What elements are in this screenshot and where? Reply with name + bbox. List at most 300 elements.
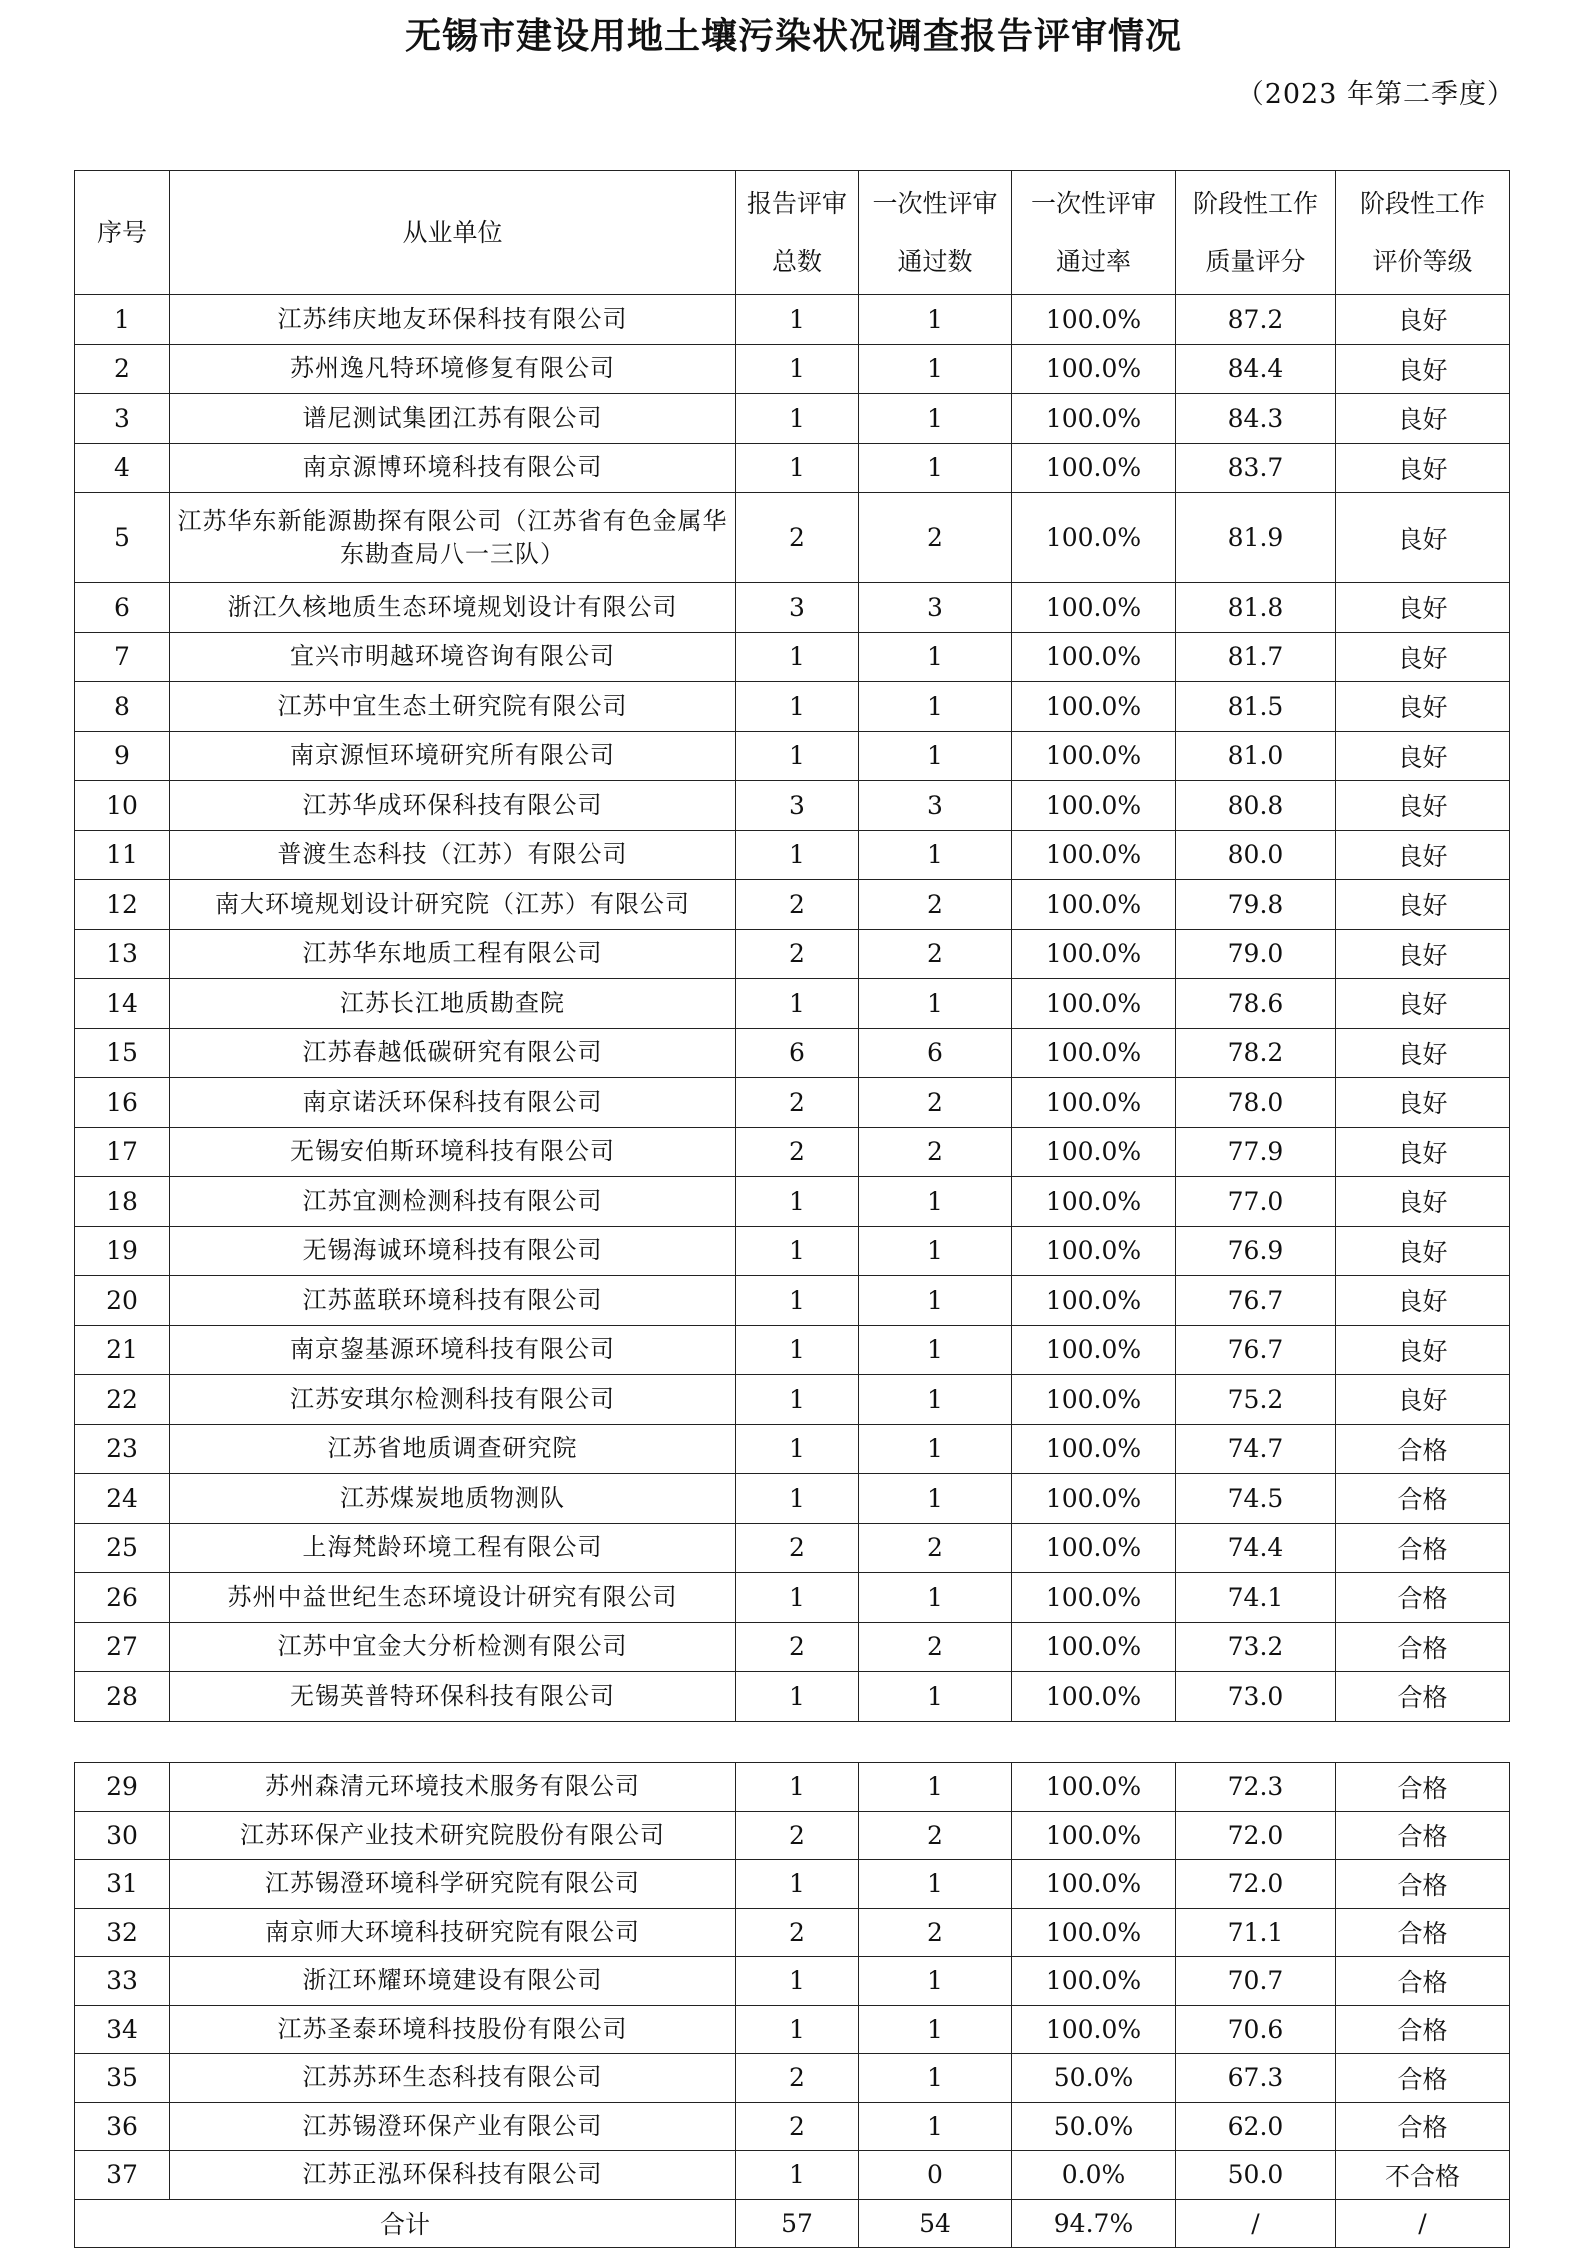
- cell-level: 良好: [1336, 1177, 1510, 1227]
- cell-passed: 1: [859, 632, 1012, 682]
- cell-no: 3: [75, 394, 170, 444]
- table-row: [75, 2054, 1510, 2103]
- cell-unit: 江苏华东新能源勘探有限公司（江苏省有色金属华东勘查局八一三队）: [170, 493, 736, 583]
- table-row: [75, 2005, 1510, 2054]
- cell-total: 3: [736, 583, 859, 633]
- cell-unit: 江苏春越低碳研究有限公司: [170, 1028, 736, 1078]
- cell-rate: 100.0%: [1012, 1908, 1176, 1957]
- cell-score: 74.7: [1176, 1424, 1336, 1474]
- cell-score: 81.8: [1176, 583, 1336, 633]
- cell-score: 72.3: [1176, 1763, 1336, 1812]
- cell-unit: 无锡英普特环保科技有限公司: [170, 1672, 736, 1722]
- cell-unit: 江苏锡澄环境科学研究院有限公司: [170, 1860, 736, 1909]
- cell-unit: 苏州中益世纪生态环境设计研究有限公司: [170, 1573, 736, 1623]
- cell-passed: 1: [859, 731, 1012, 781]
- cell-score: 87.2: [1176, 295, 1336, 345]
- cell-level: 合格: [1336, 1474, 1510, 1524]
- cell-unit: 浙江久核地质生态环境规划设计有限公司: [170, 583, 736, 633]
- cell-unit: 江苏宜测检测科技有限公司: [170, 1177, 736, 1227]
- cell-level: 合格: [1336, 1908, 1510, 1957]
- cell-score: 83.7: [1176, 443, 1336, 493]
- cell-passed: 1: [859, 1860, 1012, 1909]
- cell-passed: 1: [859, 2102, 1012, 2151]
- cell-score: 76.7: [1176, 1276, 1336, 1326]
- cell-unit: 江苏圣泰环境科技股份有限公司: [170, 2005, 736, 2054]
- cell-unit: 无锡海诚环境科技有限公司: [170, 1226, 736, 1276]
- cell-total: 1: [736, 1573, 859, 1623]
- cell-rate: 100.0%: [1012, 1028, 1176, 1078]
- review-table-part-2: [74, 1762, 1510, 2248]
- cell-no: 2: [75, 344, 170, 394]
- cell-unit: 宜兴市明越环境咨询有限公司: [170, 632, 736, 682]
- cell-unit: 江苏煤炭地质物测队: [170, 1474, 736, 1524]
- cell-total: 1: [736, 830, 859, 880]
- cell-total: 1: [736, 1276, 859, 1326]
- cell-rate: 100.0%: [1012, 830, 1176, 880]
- cell-score: 74.4: [1176, 1523, 1336, 1573]
- cell-level: 良好: [1336, 979, 1510, 1029]
- cell-unit: 苏州逸凡特环境修复有限公司: [170, 344, 736, 394]
- cell-rate: 100.0%: [1012, 1276, 1176, 1326]
- header-unit: 从业单位: [170, 171, 736, 295]
- cell-total: 1: [736, 295, 859, 345]
- cell-rate: 100.0%: [1012, 1811, 1176, 1860]
- cell-score: 81.7: [1176, 632, 1336, 682]
- header-row: [75, 171, 1510, 295]
- cell-unit: 南大环境规划设计研究院（江苏）有限公司: [170, 880, 736, 930]
- cell-total: 1: [736, 2151, 859, 2200]
- totals-passed: 54: [859, 2199, 1012, 2247]
- cell-level: 良好: [1336, 731, 1510, 781]
- cell-score: 80.0: [1176, 830, 1336, 880]
- header-level-line2: 评价等级: [1372, 246, 1473, 276]
- cell-total: 1: [736, 632, 859, 682]
- cell-unit: 南京诺沃环保科技有限公司: [170, 1078, 736, 1128]
- cell-rate: 100.0%: [1012, 1474, 1176, 1524]
- cell-unit: 江苏纬庆地友环保科技有限公司: [170, 295, 736, 345]
- cell-rate: 100.0%: [1012, 781, 1176, 831]
- cell-score: 78.2: [1176, 1028, 1336, 1078]
- cell-passed: 1: [859, 1177, 1012, 1227]
- cell-score: 67.3: [1176, 2054, 1336, 2103]
- table-row: [75, 1523, 1510, 1573]
- cell-total: 2: [736, 1811, 859, 1860]
- cell-total: 1: [736, 1226, 859, 1276]
- cell-no: 6: [75, 583, 170, 633]
- page-title: 无锡市建设用地土壤污染状况调查报告评审情况: [404, 16, 1182, 57]
- table-row: [75, 1908, 1510, 1957]
- cell-unit: 江苏正泓环保科技有限公司: [170, 2151, 736, 2200]
- cell-score: 79.0: [1176, 929, 1336, 979]
- cell-total: 1: [736, 1672, 859, 1722]
- cell-unit: 江苏安琪尔检测科技有限公司: [170, 1375, 736, 1425]
- cell-passed: 1: [859, 295, 1012, 345]
- cell-level: 合格: [1336, 1523, 1510, 1573]
- table-row: [75, 929, 1510, 979]
- cell-rate: 100.0%: [1012, 1127, 1176, 1177]
- cell-rate: 100.0%: [1012, 682, 1176, 732]
- page-subtitle: （2023 年第二季度）: [1236, 79, 1515, 110]
- cell-passed: 3: [859, 781, 1012, 831]
- table-row: [75, 1177, 1510, 1227]
- cell-level: 良好: [1336, 781, 1510, 831]
- header-score-line2: 质量评分: [1205, 246, 1306, 276]
- cell-total: 2: [736, 1908, 859, 1957]
- cell-score: 78.0: [1176, 1078, 1336, 1128]
- cell-passed: 1: [859, 979, 1012, 1029]
- cell-total: 2: [736, 1523, 859, 1573]
- cell-score: 81.5: [1176, 682, 1336, 732]
- cell-passed: 2: [859, 1908, 1012, 1957]
- cell-rate: 100.0%: [1012, 1078, 1176, 1128]
- cell-passed: 1: [859, 443, 1012, 493]
- cell-no: 9: [75, 731, 170, 781]
- header-level-line1: 阶段性工作: [1359, 188, 1485, 218]
- table-row: [75, 979, 1510, 1029]
- cell-rate: 100.0%: [1012, 443, 1176, 493]
- cell-no: 33: [75, 1957, 170, 2006]
- cell-score: 78.6: [1176, 979, 1336, 1029]
- cell-level: 良好: [1336, 1276, 1510, 1326]
- cell-score: 76.7: [1176, 1325, 1336, 1375]
- cell-rate: 100.0%: [1012, 295, 1176, 345]
- cell-rate: 100.0%: [1012, 1325, 1176, 1375]
- cell-unit: 南京源恒环境研究所有限公司: [170, 731, 736, 781]
- cell-score: 81.9: [1176, 493, 1336, 583]
- header-passed-line2: 通过数: [897, 246, 973, 276]
- cell-unit: 江苏华成环保科技有限公司: [170, 781, 736, 831]
- cell-level: 良好: [1336, 1028, 1510, 1078]
- cell-rate: 100.0%: [1012, 1672, 1176, 1722]
- cell-passed: 1: [859, 1424, 1012, 1474]
- cell-passed: 2: [859, 493, 1012, 583]
- cell-no: 19: [75, 1226, 170, 1276]
- table-row: [75, 2151, 1510, 2200]
- cell-no: 12: [75, 880, 170, 930]
- cell-rate: 100.0%: [1012, 1957, 1176, 2006]
- cell-unit: 上海梵龄环境工程有限公司: [170, 1523, 736, 1573]
- cell-level: 良好: [1336, 1375, 1510, 1425]
- cell-rate: 100.0%: [1012, 632, 1176, 682]
- table-row: [75, 443, 1510, 493]
- cell-score: 84.3: [1176, 394, 1336, 444]
- cell-level: 良好: [1336, 632, 1510, 682]
- cell-passed: 2: [859, 929, 1012, 979]
- totals-total: 57: [736, 2199, 859, 2247]
- cell-score: 50.0: [1176, 2151, 1336, 2200]
- cell-passed: 1: [859, 344, 1012, 394]
- table-row: [75, 295, 1510, 345]
- cell-passed: 0: [859, 2151, 1012, 2200]
- cell-total: 1: [736, 1763, 859, 1812]
- header-passed-line1: 一次性评审: [872, 188, 998, 218]
- cell-level: 合格: [1336, 1763, 1510, 1812]
- cell-rate: 100.0%: [1012, 1573, 1176, 1623]
- cell-level: 合格: [1336, 1573, 1510, 1623]
- totals-rate: 94.7%: [1012, 2199, 1176, 2247]
- cell-score: 75.2: [1176, 1375, 1336, 1425]
- cell-no: 24: [75, 1474, 170, 1524]
- cell-total: 6: [736, 1028, 859, 1078]
- cell-no: 10: [75, 781, 170, 831]
- cell-total: 1: [736, 979, 859, 1029]
- cell-no: 26: [75, 1573, 170, 1623]
- cell-no: 23: [75, 1424, 170, 1474]
- cell-score: 77.0: [1176, 1177, 1336, 1227]
- cell-total: 2: [736, 1078, 859, 1128]
- table-row: [75, 731, 1510, 781]
- cell-no: 7: [75, 632, 170, 682]
- cell-score: 79.8: [1176, 880, 1336, 930]
- table-row: [75, 1573, 1510, 1623]
- cell-passed: 2: [859, 1811, 1012, 1860]
- cell-passed: 1: [859, 682, 1012, 732]
- table-row: [75, 1672, 1510, 1722]
- cell-passed: 1: [859, 1226, 1012, 1276]
- header-passed: [859, 171, 1012, 295]
- header-total-line1: 报告评审: [746, 188, 847, 218]
- cell-no: 31: [75, 1860, 170, 1909]
- table-row: [75, 1375, 1510, 1425]
- totals-score: /: [1176, 2199, 1336, 2247]
- cell-no: 14: [75, 979, 170, 1029]
- cell-level: 合格: [1336, 2102, 1510, 2151]
- cell-no: 8: [75, 682, 170, 732]
- cell-rate: 100.0%: [1012, 493, 1176, 583]
- cell-unit: 江苏蓝联环境科技有限公司: [170, 1276, 736, 1326]
- cell-level: 合格: [1336, 1622, 1510, 1672]
- cell-no: 15: [75, 1028, 170, 1078]
- cell-no: 22: [75, 1375, 170, 1425]
- cell-passed: 1: [859, 1957, 1012, 2006]
- cell-unit: 南京鋆基源环境科技有限公司: [170, 1325, 736, 1375]
- cell-unit: 江苏中宜金大分析检测有限公司: [170, 1622, 736, 1672]
- cell-unit: 苏州森清元环境技术服务有限公司: [170, 1763, 736, 1812]
- cell-score: 84.4: [1176, 344, 1336, 394]
- cell-rate: 100.0%: [1012, 1375, 1176, 1425]
- cell-passed: 1: [859, 2054, 1012, 2103]
- cell-score: 73.2: [1176, 1622, 1336, 1672]
- cell-total: 2: [736, 880, 859, 930]
- cell-total: 2: [736, 929, 859, 979]
- cell-rate: 100.0%: [1012, 1424, 1176, 1474]
- cell-rate: 50.0%: [1012, 2102, 1176, 2151]
- cell-no: 30: [75, 1811, 170, 1860]
- cell-passed: 2: [859, 880, 1012, 930]
- cell-score: 70.6: [1176, 2005, 1336, 2054]
- cell-passed: 1: [859, 2005, 1012, 2054]
- cell-total: 2: [736, 1622, 859, 1672]
- cell-no: 28: [75, 1672, 170, 1722]
- cell-rate: 100.0%: [1012, 2005, 1176, 2054]
- cell-total: 1: [736, 1957, 859, 2006]
- header-level: [1336, 171, 1510, 295]
- cell-total: 1: [736, 1860, 859, 1909]
- cell-no: 18: [75, 1177, 170, 1227]
- cell-level: 合格: [1336, 1811, 1510, 1860]
- cell-no: 32: [75, 1908, 170, 1957]
- cell-total: 2: [736, 2054, 859, 2103]
- cell-unit: 江苏苏环生态科技有限公司: [170, 2054, 736, 2103]
- cell-score: 70.7: [1176, 1957, 1336, 2006]
- cell-passed: 3: [859, 583, 1012, 633]
- table-row: [75, 493, 1510, 583]
- cell-rate: 50.0%: [1012, 2054, 1176, 2103]
- cell-rate: 100.0%: [1012, 1763, 1176, 1812]
- cell-total: 1: [736, 443, 859, 493]
- cell-level: 良好: [1336, 880, 1510, 930]
- cell-no: 17: [75, 1127, 170, 1177]
- header-rate-line1: 一次性评审: [1030, 188, 1156, 218]
- cell-passed: 1: [859, 830, 1012, 880]
- cell-rate: 100.0%: [1012, 979, 1176, 1029]
- table-row: [75, 1763, 1510, 1812]
- cell-total: 1: [736, 1474, 859, 1524]
- cell-no: 21: [75, 1325, 170, 1375]
- cell-score: 80.8: [1176, 781, 1336, 831]
- cell-total: 1: [736, 731, 859, 781]
- table-row: [75, 1957, 1510, 2006]
- cell-rate: 100.0%: [1012, 1523, 1176, 1573]
- cell-unit: 浙江环耀环境建设有限公司: [170, 1957, 736, 2006]
- table-row: [75, 583, 1510, 633]
- cell-unit: 江苏锡澄环保产业有限公司: [170, 2102, 736, 2151]
- cell-level: 不合格: [1336, 2151, 1510, 2200]
- cell-total: 1: [736, 394, 859, 444]
- cell-rate: 100.0%: [1012, 1226, 1176, 1276]
- cell-no: 13: [75, 929, 170, 979]
- table-row: [75, 880, 1510, 930]
- cell-unit: 江苏华东地质工程有限公司: [170, 929, 736, 979]
- cell-level: 良好: [1336, 1325, 1510, 1375]
- cell-passed: 2: [859, 1078, 1012, 1128]
- review-table-part-1: [74, 170, 1510, 1722]
- cell-score: 74.1: [1176, 1573, 1336, 1623]
- cell-no: 4: [75, 443, 170, 493]
- cell-no: 29: [75, 1763, 170, 1812]
- cell-total: 2: [736, 2102, 859, 2151]
- totals-label: 合计: [75, 2199, 736, 2247]
- totals-level: /: [1336, 2199, 1510, 2247]
- cell-no: 27: [75, 1622, 170, 1672]
- table-row: [75, 1078, 1510, 1128]
- cell-no: 20: [75, 1276, 170, 1326]
- cell-unit: 谱尼测试集团江苏有限公司: [170, 394, 736, 444]
- cell-total: 1: [736, 2005, 859, 2054]
- cell-score: 76.9: [1176, 1226, 1336, 1276]
- cell-unit: 江苏中宜生态土研究院有限公司: [170, 682, 736, 732]
- cell-no: 1: [75, 295, 170, 345]
- header-total: [736, 171, 859, 295]
- table-row: [75, 1474, 1510, 1524]
- table-row: [75, 781, 1510, 831]
- table-row: [75, 1028, 1510, 1078]
- cell-level: 合格: [1336, 2054, 1510, 2103]
- header-rate: [1012, 171, 1176, 295]
- header-score-line1: 阶段性工作: [1192, 188, 1318, 218]
- cell-total: 2: [736, 1127, 859, 1177]
- cell-no: 36: [75, 2102, 170, 2151]
- cell-passed: 1: [859, 1325, 1012, 1375]
- cell-no: 5: [75, 493, 170, 583]
- table-row: [75, 1127, 1510, 1177]
- cell-level: 合格: [1336, 1957, 1510, 2006]
- cell-level: 良好: [1336, 1127, 1510, 1177]
- cell-level: 合格: [1336, 1424, 1510, 1474]
- table-row: [75, 1424, 1510, 1474]
- cell-passed: 6: [859, 1028, 1012, 1078]
- header-no: 序号: [75, 171, 170, 295]
- cell-score: 73.0: [1176, 1672, 1336, 1722]
- cell-passed: 1: [859, 1375, 1012, 1425]
- cell-unit: 江苏省地质调查研究院: [170, 1424, 736, 1474]
- cell-no: 25: [75, 1523, 170, 1573]
- cell-score: 72.0: [1176, 1811, 1336, 1860]
- cell-level: 良好: [1336, 443, 1510, 493]
- cell-level: 良好: [1336, 929, 1510, 979]
- cell-score: 62.0: [1176, 2102, 1336, 2151]
- cell-no: 16: [75, 1078, 170, 1128]
- table-row: [75, 1811, 1510, 1860]
- cell-rate: 100.0%: [1012, 1622, 1176, 1672]
- cell-rate: 100.0%: [1012, 344, 1176, 394]
- cell-rate: 100.0%: [1012, 1177, 1176, 1227]
- cell-total: 1: [736, 1375, 859, 1425]
- cell-level: 良好: [1336, 295, 1510, 345]
- table-row: [75, 830, 1510, 880]
- cell-score: 72.0: [1176, 1860, 1336, 1909]
- cell-passed: 2: [859, 1127, 1012, 1177]
- table-row: [75, 394, 1510, 444]
- cell-level: 良好: [1336, 1226, 1510, 1276]
- cell-passed: 2: [859, 1523, 1012, 1573]
- table-row: [75, 1325, 1510, 1375]
- header-rate-line2: 通过率: [1055, 246, 1131, 276]
- cell-score: 77.9: [1176, 1127, 1336, 1177]
- cell-score: 71.1: [1176, 1908, 1336, 1957]
- table-row: [75, 344, 1510, 394]
- cell-level: 良好: [1336, 493, 1510, 583]
- table-row: [75, 1276, 1510, 1326]
- cell-passed: 1: [859, 1474, 1012, 1524]
- cell-level: 合格: [1336, 1860, 1510, 1909]
- cell-passed: 2: [859, 1622, 1012, 1672]
- table-row: [75, 1226, 1510, 1276]
- cell-no: 34: [75, 2005, 170, 2054]
- table-row: [75, 632, 1510, 682]
- cell-score: 81.0: [1176, 731, 1336, 781]
- cell-total: 1: [736, 1325, 859, 1375]
- cell-level: 良好: [1336, 682, 1510, 732]
- cell-rate: 100.0%: [1012, 394, 1176, 444]
- cell-passed: 1: [859, 1276, 1012, 1326]
- header-total-line2: 总数: [771, 246, 822, 276]
- cell-no: 11: [75, 830, 170, 880]
- cell-passed: 1: [859, 1672, 1012, 1722]
- cell-rate: 100.0%: [1012, 929, 1176, 979]
- cell-passed: 1: [859, 1573, 1012, 1623]
- cell-rate: 100.0%: [1012, 880, 1176, 930]
- cell-total: 1: [736, 682, 859, 732]
- cell-total: 2: [736, 493, 859, 583]
- header-score: [1176, 171, 1336, 295]
- cell-rate: 100.0%: [1012, 583, 1176, 633]
- cell-unit: 无锡安伯斯环境科技有限公司: [170, 1127, 736, 1177]
- cell-unit: 南京源博环境科技有限公司: [170, 443, 736, 493]
- cell-passed: 1: [859, 394, 1012, 444]
- table-row: [75, 1622, 1510, 1672]
- table-row: [75, 682, 1510, 732]
